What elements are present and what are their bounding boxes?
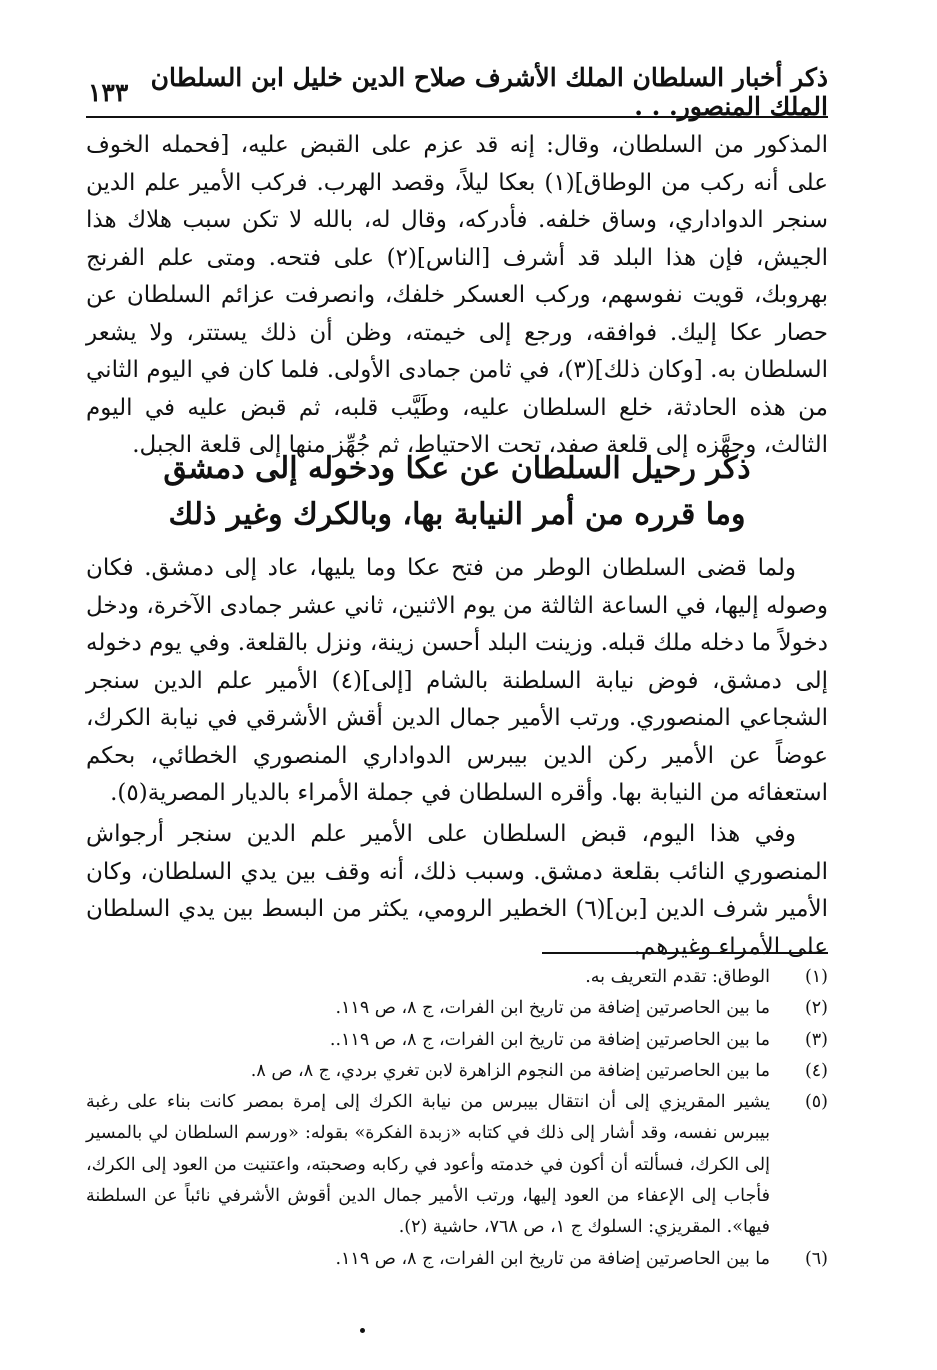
running-header (88, 63, 828, 121)
footnote-text: يشير المقريزي إلى أن انتقال بيبرس من نيابة الكرك إلى إمرة بمصر كانت بناء على رغبة بيبرس نفسه، وقد أشار إلى ذلك في كتابه «زبدة الفكرة» بقوله: «ورسم السلطان لي بالمسير إلى الكرك، فسألته أن أكون في خدمته وأعود في ركابه وصحبته، واعتنيت من العود إلى الكرك، فأجاب إلى الإعفاء من العود إليها، ورتب الأمير جمال الدين أقوش الأشرفي نائباً عن السلطنة فيها». المقريزي: السلوك ج ١، ص ٧٦٨، حاشية (٢). (86, 1092, 770, 1238)
footnote-number: (٥) (804, 1092, 828, 1113)
section-heading-line-1: ذكر رحيل السلطان عن عكا ودخوله إلى دمشق (163, 451, 751, 486)
section-heading-line-2: وما قرره من أمر النيابة بها، وبالكرك وغير ذلك (168, 497, 746, 532)
footnote-text: الوطاق: تقدم التعريف به. (585, 967, 770, 987)
footnote-number: (١) (804, 967, 828, 987)
page-mark (360, 1328, 365, 1333)
footnote-text: ما بين الحاصرتين إضافة من تاريخ ابن الفرات، ج ٨، ص ١١٩.. (329, 1029, 770, 1050)
footnote-number: (٣) (804, 1029, 828, 1050)
footnote-3 (86, 1025, 828, 1056)
footnote-5 (86, 1087, 828, 1243)
footnote-text: ما بين الحاصرتين إضافة من تاريخ ابن الفرات، ج ٨، ص ١١٩. (335, 1248, 770, 1269)
footnote-number: (٢) (804, 998, 828, 1019)
section-heading (86, 446, 828, 538)
footnotes (86, 962, 828, 1275)
footnote-4 (86, 1056, 828, 1087)
paragraph-2: ولما قضى السلطان الوطر من فتح عكا وما يليها، عاد إلى دمشق. فكان وصوله إليها، في الساعة الثالثة من يوم الاثنين، ثاني عشر جمادى الآخرة، ودخل دخولاً ما دخله ملك قبله. وزينت البلد أحسن زينة، ونزل بالقلعة. وفي يوم دخوله إلى دمشق، فوض نيابة السلطنة بالشام [إلى](٤) الأمير علم الدين سنجر الشجاعي المنصوري. ورتب الأمير جمال الدين أقش الأشرقي في نيابة الكرك، عوضاً عن الأمير ركن الدين بيبرس الدواداري المنصوري الخطائي، بحكم استعفائه من النيابة بها. وأقره السلطان في جملة الأمراء بالديار المصرية(٥). (86, 555, 828, 806)
footnote-number: (٦) (804, 1248, 828, 1269)
footnote-text: ما بين الحاصرتين إضافة من النجوم الزاهرة لابن تغري بردي، ج ٨، ص ٨. (250, 1060, 770, 1081)
footnote-divider (542, 952, 828, 954)
paragraph-1: المذكور من السلطان، وقال: إنه قد عزم على القبض عليه، [فحمله الخوف على أنه ركب من الوطاق](١) بعكا ليلاً، وقصد الهرب. فركب الأمير علم الدين سنجر الدواداري، وساق خلفه. فأدركه، وقال له، بالله لا تكن سبب هلاك هذا الجيش، فإن هذا البلد قد أشرف [الناس](٢) على فتحه. ومتى علم الفرنج بهروبك، قويت نفوسهم، وركب العسكر خلفك، وانصرفت عزائم السلطان عن حصار عكا إليك. فوافقه، ورجع إلى خيمته، وظن أن ذلك يستتر، ولا يشعر السلطان به. [وكان ذلك](٣)، في ثامن جمادى الأولى. فلما كان في اليوم الثاني من هذه الحادثة، خلع السلطان عليه، وطَيَّب قلبه، ثم قبض عليه في اليوم الثالث، وجهَّزه إلى قلعة صفد، تحت الاحتياط، ثم جُهِّز منها إلى قلعة الجبل. (86, 132, 829, 458)
paragraph-3: وفي هذا اليوم، قبض السلطان على الأمير علم الدين سنجر أرجواش المنصوري النائب بقلعة دمشق. وسبب ذلك، أنه وقف بين يدي السلطان، وكان الأمير شرف الدين [بن](٦) الخطير الرومي، يكثر من البسط بين يدي السلطان على الأمراء وغيرهم. (86, 821, 828, 960)
footnote-1 (86, 962, 828, 993)
running-header-title: ذكر أخبار السلطان الملك الأشرف صلاح الدين خليل ابن السلطان الملك المنصور. . . (150, 63, 828, 121)
header-divider (86, 116, 828, 118)
footnote-2 (86, 993, 828, 1024)
footnote-text: ما بين الحاصرتين إضافة من تاريخ ابن الفرات، ج ٨، ص ١١٩. (335, 998, 770, 1019)
footnote-6 (86, 1244, 828, 1275)
footnote-number: (٤) (804, 1060, 828, 1081)
page-number: ١٣٣ (88, 77, 129, 107)
